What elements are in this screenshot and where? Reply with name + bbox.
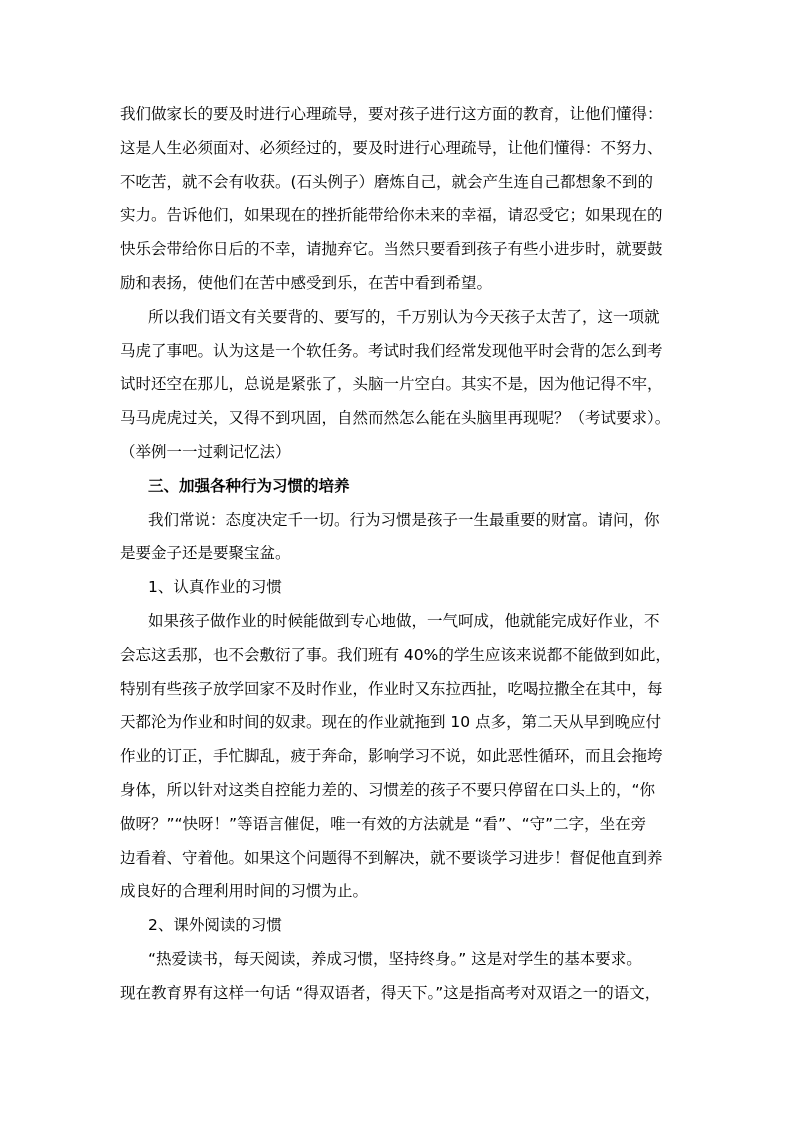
text-line: 快乐会带给你日后的不幸，请抛弃它。当然只要看到孩子有些小进步时，就要鼓 <box>120 240 663 259</box>
text-line: 试时还空在那儿，总说是紧张了，头脑一片空白。其实不是，因为他记得不牢， <box>120 375 663 394</box>
text-line: 做呀？”“快呀！”等语言催促，唯一有效的方法就是 “看”、“守”二字，坐在旁 <box>120 814 647 833</box>
text-line: 所以我们语文有关要背的、要写的，千万别认为今天孩子太苦了，这一项就 <box>148 307 660 326</box>
text-line: “热爱读书，每天阅读，养成习惯，坚持终身。” 这是对学生的基本要求。 <box>148 949 642 968</box>
text-line: 1、认真作业的习惯 <box>148 578 282 597</box>
text-line: 不吃苦，就不会有收获。(石头例子）磨炼自己，就会产生连自己都想象不到的 <box>120 172 654 191</box>
text-line: 如果孩子做作业的时候能做到专心地做，一气呵成，他就能完成好作业，不 <box>148 611 660 630</box>
text-line: 励和表扬，使他们在苦中感受到乐，在苦中看到希望。 <box>120 273 493 292</box>
text-line: 成良好的合理利用时间的习惯为止。 <box>120 882 369 901</box>
text-line: 身体，所以针对这类自控能力差的、习惯差的孩子不要只停留在口头上的，“你 <box>120 780 656 799</box>
text-line: 实力。告诉他们，如果现在的挫折能带给你未来的幸福，请忍受它；如果现在的 <box>120 206 663 225</box>
text-line: 马虎了事吧。认为这是一个软任务。考试时我们经常发现他平时会背的怎么到考 <box>120 341 663 360</box>
text-line: 边看着、守着他。如果这个问题得不到解决，就不要谈学习进步！督促他直到养 <box>120 848 663 867</box>
text-line: 2、课外阅读的习惯 <box>148 916 282 935</box>
text-line: 马马虎虎过关，又得不到巩固，自然而然怎么能在头脑里再现呢？（考试要求）。 <box>120 409 671 428</box>
text-line: 特别有些孩子放学回家不及时作业，作业时又东拉西扯，吃喝拉撒全在其中，每 <box>120 679 663 698</box>
document-body <box>120 98 676 1011</box>
text-line: 会忘这丢那，也不会敷衍了事。我们班有 40%的学生应该来说都不能做到如此， <box>120 645 671 664</box>
text-line: （举例一一过剩记忆法） <box>120 442 291 461</box>
text-line: 我们常说：态度决定千一切。行为习惯是孩子一生最重要的财富。请问，你 <box>148 510 660 529</box>
text-line: 我们做家长的要及时进行心理疏导，要对孩子进行这方面的教育，让他们懂得： <box>120 105 663 123</box>
text-line: 天都沦为作业和时间的奴隶。现在的作业就拖到 10 点多，第二天从早到晚应付 <box>120 713 662 732</box>
text-line: 作业的订正，手忙脚乱，疲于奔命，影响学习不说，如此恶性循环，而且会拖垮 <box>120 747 663 766</box>
text-line: 是要金子还是要聚宝盆。 <box>120 544 291 563</box>
section-heading: 三、加强各种行为习惯的培养 <box>148 476 350 495</box>
text-line: 这是人生必须面对、必须经过的，要及时进行心理疏导，让他们懂得：不努力、 <box>120 138 663 157</box>
text-line: 现在教育界有这样一句话 “得双语者，得天下。”这是指高考对双语之一的语文， <box>120 983 661 1002</box>
